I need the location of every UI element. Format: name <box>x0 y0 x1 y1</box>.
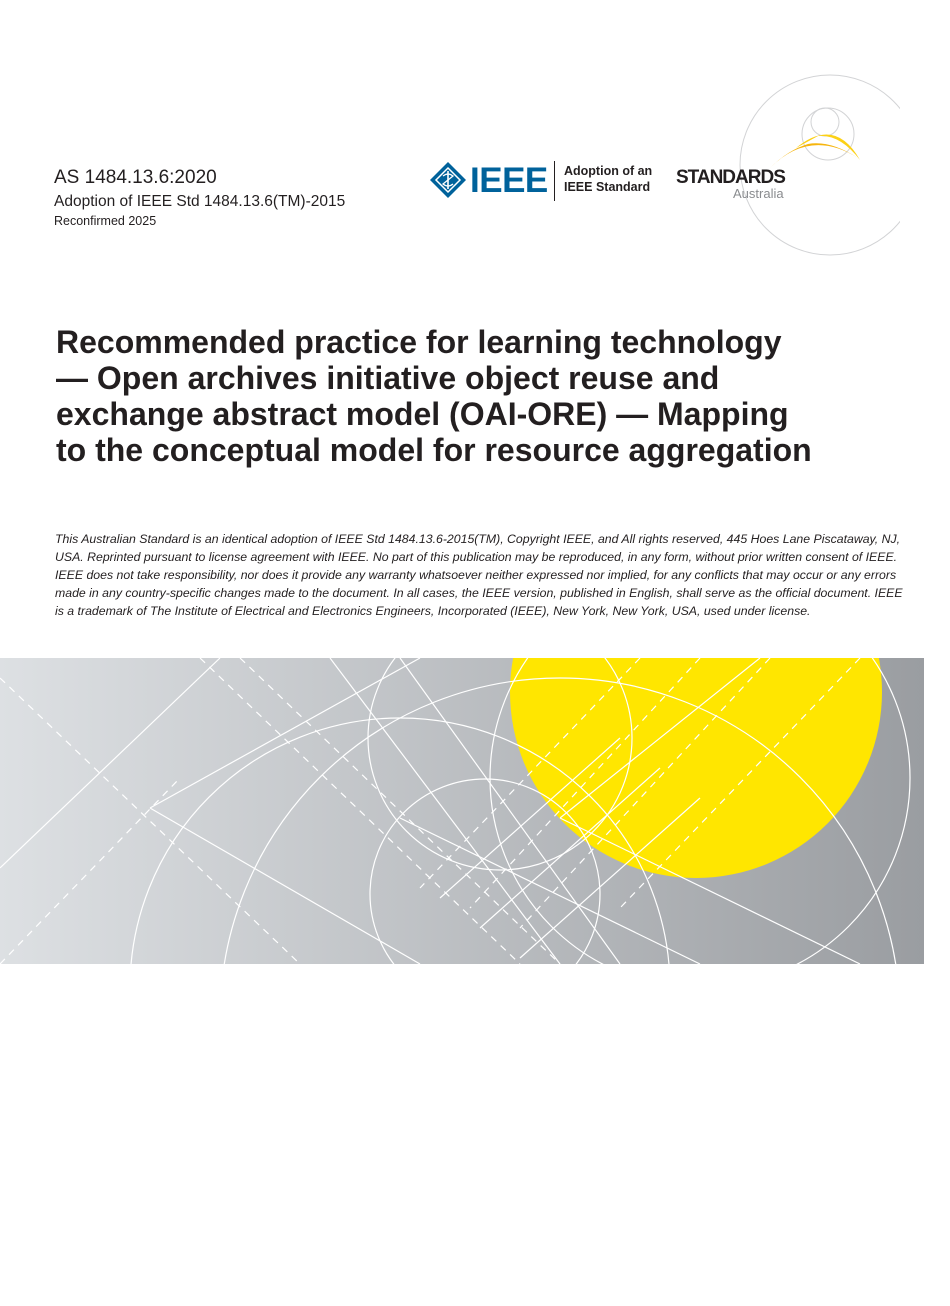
ieee-tagline-2: IEEE Standard <box>564 180 651 194</box>
ieee-logo <box>430 158 660 204</box>
notice-paragraph-1: This Australian Standard is an identical adoption of IEEE Std 1484.13.6-2015(TM), Copyright IEEE, and All rights reserved, 445 Hoes Lane Piscataway, NJ, USA. Reprinted pursuant to license agreement with IEEE. No part of this publication may be reproduced, in any form, without prior written consent of IEEE. <box>55 532 901 564</box>
notice-paragraph-2: IEEE does not take responsibility, nor does it provide any warranty whatsoever neither expressed nor implied, for any conflicts that may occur or any errors made in any country-specific changes made to the document. In all cases, the IEEE version, published in English, shall serve as the official document. IEEE is a trademark of The Institute of Electrical and Electronics Engineers, Incorporated (IEEE), New York, New York, USA, used under license. <box>55 568 903 618</box>
ieee-divider <box>554 161 555 201</box>
ieee-tagline-1: Adoption of an <box>564 164 653 178</box>
copyright-notice <box>55 530 905 620</box>
ieee-tagline <box>564 163 664 195</box>
ieee-diamond-icon <box>430 162 466 198</box>
standards-australia-sub: Australia <box>733 186 784 201</box>
adoption-line: Adoption of IEEE Std 1484.13.6(TM)-2015 <box>54 193 346 210</box>
ieee-wordmark: IEEE <box>470 161 548 200</box>
standard-id: AS 1484.13.6:2020 <box>54 167 217 188</box>
cover-artwork <box>0 658 924 964</box>
standards-australia-name: STANDARDS <box>676 167 785 188</box>
reconfirmed-line: Reconfirmed 2025 <box>54 214 157 228</box>
document-title: Recommended practice for learning technology — Open archives initiative object reuse and exchange abstract model (OAI-ORE) — Mapping to the conceptual model for resource aggregation <box>56 324 812 468</box>
